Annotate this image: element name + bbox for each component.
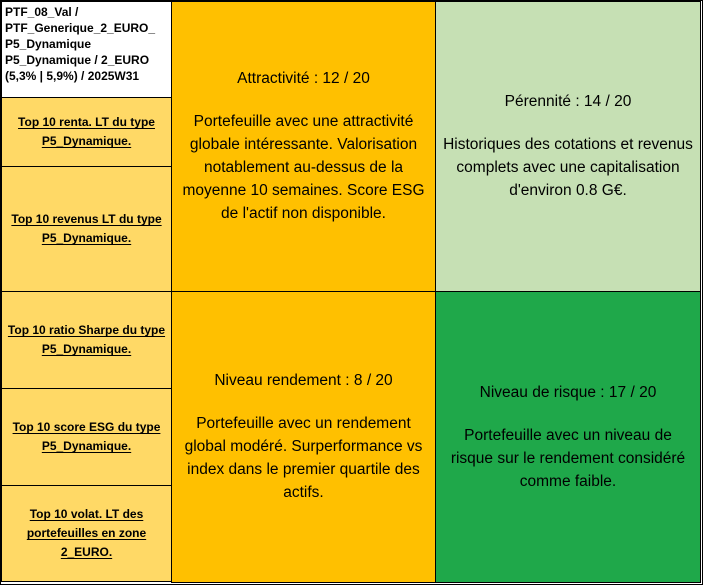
portfolio-header xyxy=(1,1,172,98)
sidebar-item-top10-revenus[interactable] xyxy=(1,166,172,292)
risque-description: Portefeuille avec un niveau de risque sur le rendement considéré comme faible. xyxy=(450,426,686,490)
sidebar-item-top10-sharpe[interactable] xyxy=(1,291,172,389)
top10-sharpe-link[interactable]: Top 10 ratio Sharpe du type P5_Dynamique. xyxy=(7,323,166,356)
perennite-description: Historiques des cotations et revenus complets avec une capitalisation d'environ 0.8 G€. xyxy=(443,136,693,199)
rendement-panel xyxy=(171,291,436,583)
top10-renta-link[interactable]: Top 10 renta. LT du type P5_Dynamique. xyxy=(18,115,155,148)
perennite-panel xyxy=(435,1,701,292)
attractivite-description: Portefeuille avec une attractivité globale intéressante. Valorisation notablement au-dessus de la moyenne 10 semaines. Score ESG de l'actif non disponible. xyxy=(182,113,425,222)
attractivite-panel xyxy=(171,1,436,292)
top10-revenus-link[interactable]: Top 10 revenus LT du type P5_Dynamique. xyxy=(11,212,162,245)
top10-esg-link[interactable]: Top 10 score ESG du type P5_Dynamique. xyxy=(12,420,161,453)
attractivite-title: Attractivité : 12 / 20 xyxy=(237,70,370,87)
sidebar-item-top10-volat[interactable] xyxy=(1,485,172,582)
sidebar-item-top10-esg[interactable] xyxy=(1,388,172,486)
header-line: P5_Dynamique xyxy=(5,37,92,51)
rendement-description: Portefeuille avec un rendement global modéré. Surperformance vs index dans le premier quartile des actifs. xyxy=(184,415,423,501)
perennite-title: Pérennité : 14 / 20 xyxy=(504,93,632,110)
risque-title: Niveau de risque : 17 / 20 xyxy=(479,383,657,401)
header-line: P5_Dynamique / 2_EURO xyxy=(5,53,150,67)
sidebar-item-top10-renta[interactable] xyxy=(1,97,172,167)
header-line: (5,3% | 5,9%) / 2025W31 xyxy=(5,69,140,83)
top10-volat-link[interactable]: Top 10 volat. LT des portefeuilles en zone 2_EURO. xyxy=(26,507,147,559)
rendement-title: Niveau rendement : 8 / 20 xyxy=(214,372,393,389)
header-line: PTF_Generique_2_EURO_ xyxy=(5,21,156,35)
risque-panel xyxy=(435,291,701,583)
header-line: PTF_08_Val / xyxy=(5,5,79,19)
